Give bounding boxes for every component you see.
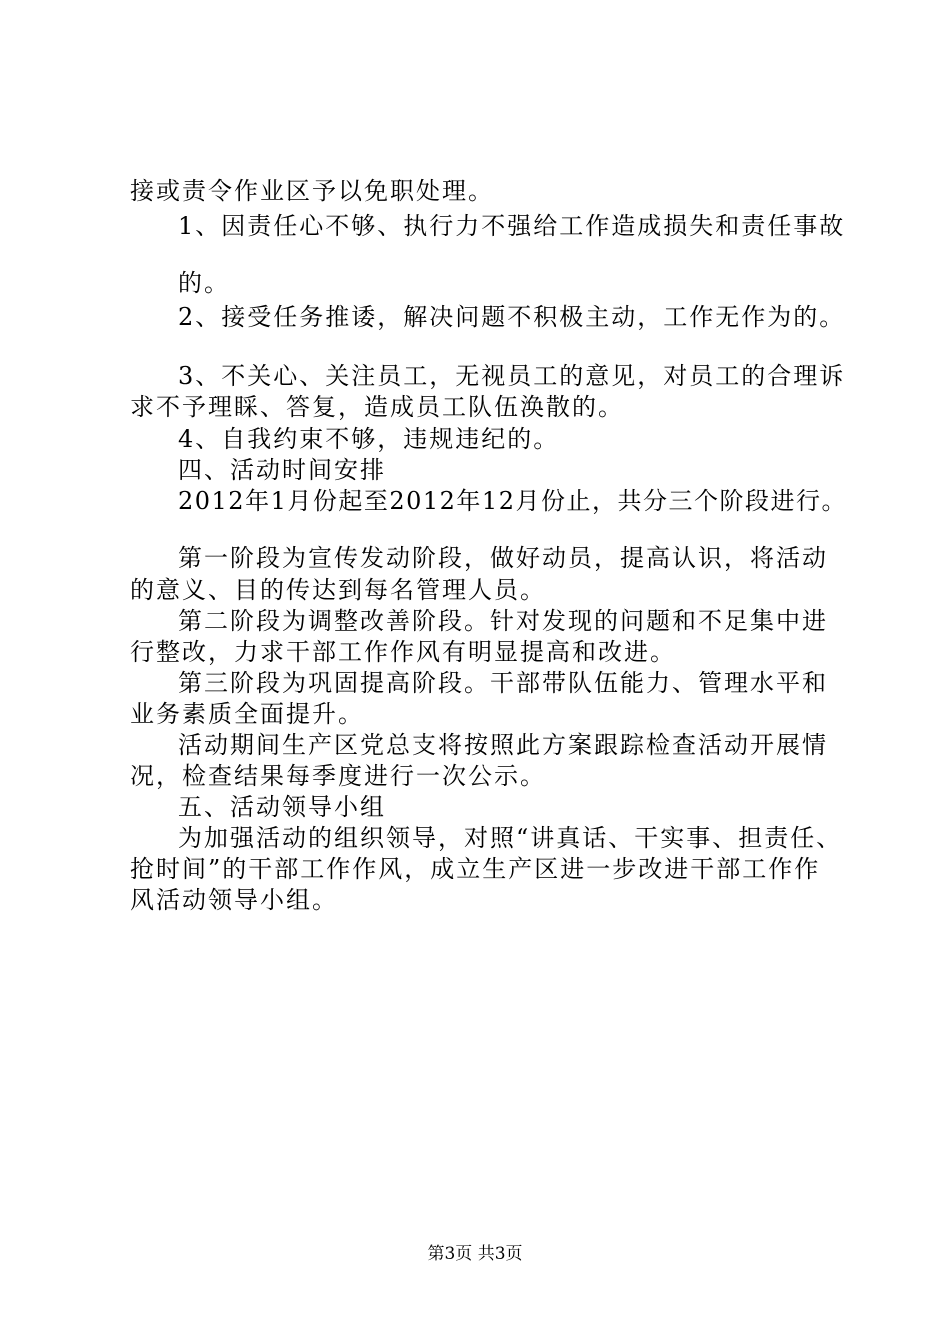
text-line: 行整改，力求干部工作作风有明显提高和改进。 <box>130 638 676 666</box>
text-line: 4、自我约束不够，违规违纪的。 <box>178 425 560 453</box>
section-heading: 四、活动时间安排 <box>178 456 386 484</box>
text-line: 第三阶段为巩固提高阶段。干部带队伍能力、管理水平和 <box>178 669 828 697</box>
section-heading: 五、活动领导小组 <box>178 793 386 821</box>
text-line: 的意义、目的传达到每名管理人员。 <box>130 576 546 604</box>
page-footer: 第3页 共3页 <box>427 1244 523 1264</box>
text-line: 3、不关心、关注员工，无视员工的意见，对员工的合理诉 <box>178 362 846 390</box>
text-line: 风活动领导小组。 <box>130 886 338 914</box>
text-line: 接或责令作业区予以免职处理。 <box>130 177 494 205</box>
text-line: 况，检查结果每季度进行一次公示。 <box>130 762 546 790</box>
text-line: 的。 <box>178 269 230 297</box>
text-line: 第一阶段为宣传发动阶段，做好动员，提高认识，将活动 <box>178 544 828 572</box>
text-line: 为加强活动的组织领导，对照“讲真话、干实事、担责任、 <box>178 824 843 852</box>
text-line: 求不予理睬、答复，造成员工队伍涣散的。 <box>130 393 624 421</box>
text-line: 业务素质全面提升。 <box>130 700 364 728</box>
text-line: 抢时间”的干部工作作风，成立生产区进一步改进干部工作作 <box>130 855 821 883</box>
text-line: 第二阶段为调整改善阶段。针对发现的问题和不足集中进 <box>178 607 828 635</box>
text-line: 2012年1月份起至2012年12月份止，共分三个阶段进行。 <box>178 487 847 515</box>
text-line: 活动期间生产区党总支将按照此方案跟踪检查活动开展情 <box>178 731 828 759</box>
text-line: 2、接受任务推诿，解决问题不积极主动，工作无作为的。 <box>178 303 846 331</box>
text-line: 1、因责任心不够、执行力不强给工作造成损失和责任事故 <box>178 212 846 240</box>
